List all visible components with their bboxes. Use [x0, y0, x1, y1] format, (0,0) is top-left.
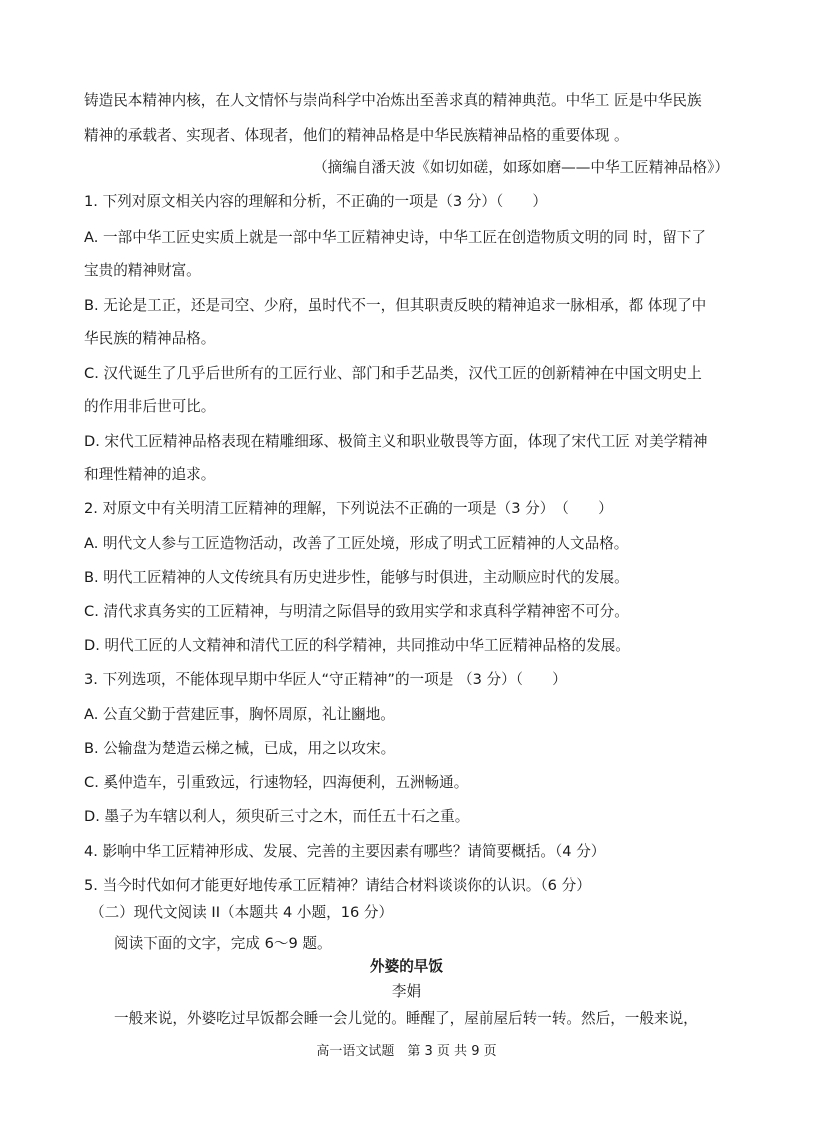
option-b: B. 无论是工正，还是司空、少府，虽时代不一，但其职责反映的精神追求一脉相承，都 体现了中 — [84, 297, 707, 314]
option-a-cont: 宝贵的精神财富。 — [84, 262, 201, 279]
story-first-line: 一般来说，外婆吃过早饭都会睡一会儿觉的。睡醒了，屋前屋后转一转。然后，一般来说， — [114, 1010, 698, 1027]
page-footer: 高一语文试题 第 3 页 共 9 页 — [316, 1044, 497, 1059]
story-title: 外婆的早饭 — [370, 958, 443, 975]
question-stem: 1. 下列对原文相关内容的理解和分析，不正确的一项是（3 分）（ ） — [84, 193, 548, 210]
question-stem: 3. 下列选项，不能体现早期中华匠人“守正精神”的一项是 （3 分）（ ） — [84, 671, 567, 688]
option-a: A. 一部中华工匠史实质上就是一部中华工匠精神史诗，中华工匠在创造物质文明的同 时，留下了 — [84, 229, 706, 246]
passage-source: （摘编自潘天波《如切如磋，如琢如磨——中华工匠精神品格》） — [313, 159, 729, 176]
option-b-cont: 华民族的精神品格。 — [84, 330, 216, 347]
option-b: B. 公输盘为楚造云梯之械，已成，用之以攻宋。 — [84, 740, 396, 757]
option-c: C. 汉代诞生了几乎后世所有的工匠行业、部门和手艺品类，汉代工匠的创新精神在中国文明史上 — [84, 365, 702, 382]
passage-line-1: 铸造民本精神内核，在人文情怀与崇尚科学中冶炼出至善求真的精神典范。中华工 匠是中华民族 — [84, 92, 702, 109]
option-d: D. 墨子为车辖以利人，须臾斫三寸之木，而任五十石之重。 — [84, 808, 470, 825]
option-d-cont: 和理性精神的追求。 — [84, 466, 216, 483]
option-c: C. 清代求真务实的工匠精神，与明清之际倡导的致用实学和求真科学精神密不可分。 — [84, 603, 629, 620]
question-stem: 2. 对原文中有关明清工匠精神的理解，下列说法不正确的一项是（3 分） （ ） — [84, 500, 613, 517]
option-c-cont: 的作用非后世可比。 — [84, 398, 216, 415]
option-b: B. 明代工匠精神的人文传统具有历史进步性，能够与时俱进，主动顺应时代的发展。 — [84, 569, 629, 586]
option-d: D. 明代工匠的人文精神和清代工匠的科学精神，共同推动中华工匠精神品格的发展。 — [84, 637, 630, 654]
question-4: 4. 影响中华工匠精神形成、发展、完善的主要因素有哪些？请简要概括。（4 分） — [84, 843, 606, 860]
option-a: A. 公直父勤于营建匠事，胸怀周原，礼让豳地。 — [84, 706, 395, 723]
section-heading: （二）现代文阅读 II（本题共 4 小题，16 分） — [90, 904, 394, 921]
story-author: 李娟 — [391, 983, 422, 1000]
question-5: 5. 当今时代如何才能更好地传承工匠精神？请结合材料谈谈你的认识。（6 分） — [84, 877, 591, 894]
option-a: A. 明代文人参与工匠造物活动，改善了工匠处境，形成了明式工匠精神的人文品格。 — [84, 535, 629, 552]
option-d: D. 宋代工匠精神品格表现在精雕细琢、极简主义和职业敬畏等方面，体现了宋代工匠 对美学精神 — [84, 433, 708, 450]
instruction: 阅读下面的文字，完成 6～9 题。 — [114, 935, 332, 952]
passage-line-2: 精神的承载者、实现者、体现者，他们的精神品格是中华民族精神品格的重要体现 。 — [84, 127, 629, 144]
option-c: C. 奚仲造车，引重致远，行速物轻，四海便利，五洲畅通。 — [84, 774, 469, 791]
